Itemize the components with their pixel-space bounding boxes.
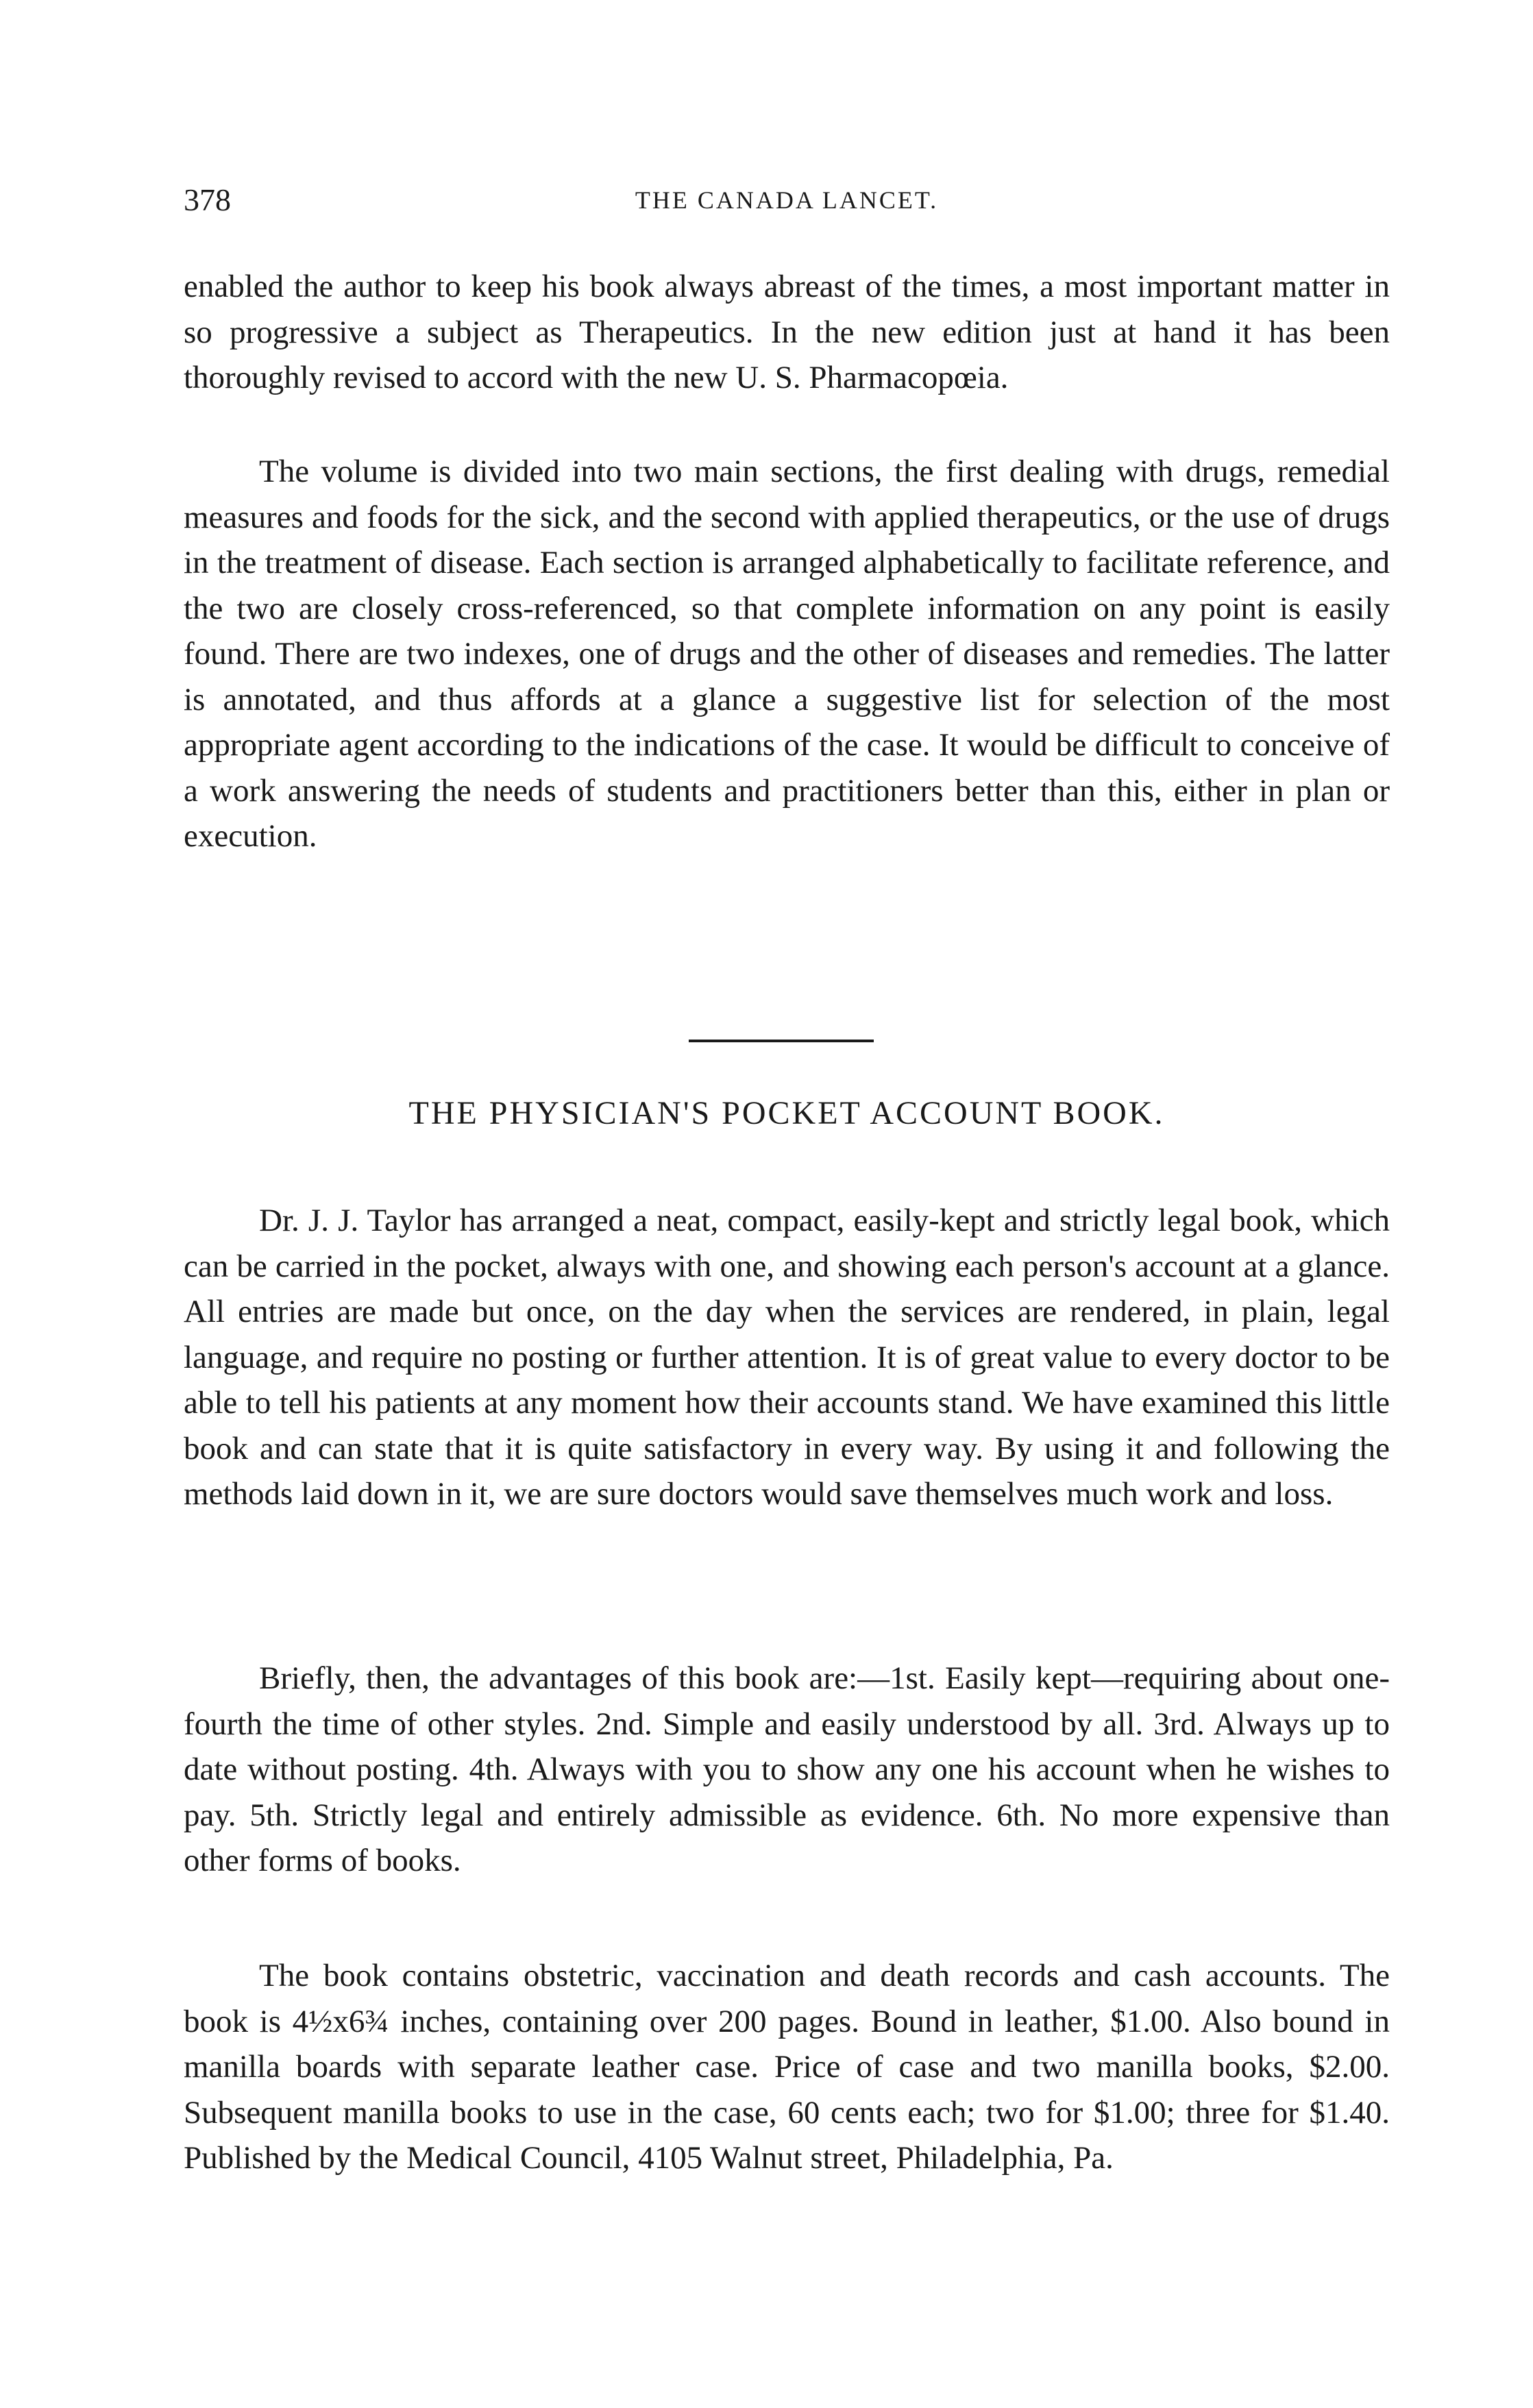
paragraph-text: The volume is divided into two main sections, the first dealing with drugs, remedial measures and foods for the sick, and the second with applied therapeutics, or the use of drugs in the treatment of disease. Each section is arranged alphabetically to facilitate reference, and the two are closely cross-referenced, so that complete information on any point is easily found. There are two indexes, one of drugs and the other of diseases and remedies. The latter is annotated, and thus affords at a glance a suggestive list for selection of the most appropriate agent according to the indications of the case. It would be difficult to conceive of a work answering the needs of students and practitioners better than this, either in plan or execution. [184,454,1390,854]
page-number: 378 [184,182,231,217]
review-continued-paragraph-2 [184,449,1390,859]
paragraph-text: Briefly, then, the advantages of this book are:—1st. Easily kept—requiring about one-fourth the time of other styles. 2nd. Simple and easily understood by all. 3rd. Always up to date without posting. 4th. Always with you to show any one his account when he wishes to pay. 5th. Strictly legal and entirely admissible as evidence. 6th. No more expensive than other forms of books. [184,1660,1390,1878]
article-paragraph-2 [184,1656,1390,1884]
article-paragraph-3 [184,1953,1390,2181]
paragraph-text: Dr. J. J. Taylor has arranged a neat, compact, easily-kept and strictly legal book, which can be carried in the pocket, always with one, and showing each person's account at a glance. All entries are made but once, on the day when the services are rendered, in plain, legal language, and require no posting or further attention. It is of great value to every doctor to be able to tell his patients at any moment how their accounts stand. We have examined this little book and can state that it is quite satisfactory in every way. By using it and following the methods laid down in it, we are sure doctors would save themselves much work and loss. [184,1203,1390,1512]
article-title: THE PHYSICIAN'S POCKET ACCOUNT BOOK. [408,1095,1165,1131]
paragraph-text: enabled the author to keep his book always abreast of the times, a most important matter in so progressive a subject as Therapeutics. In the new edition just at hand it has been thoroughly revised to accord with the new U. S. Pharmacopœia. [184,269,1390,395]
review-continued-paragraph-1 [184,264,1390,401]
section-divider [689,1040,874,1042]
running-title: THE CANADA LANCET. [635,186,939,214]
page-header [184,180,1390,221]
article-paragraph-1 [184,1198,1390,1517]
paragraph-text: The book contains obstetric, vaccination and death records and cash accounts. The book is 4½x6¾ inches, containing over 200 pages. Bound in leather, $1.00. Also bound in manilla boards with separate leather case. Price of case and two manilla books, $2.00. Subsequent manilla books to use in the case, 60 cents each; two for $1.00; three for $1.40. Published by the Medical Council, 4105 Walnut street, Philadelphia, Pa. [184,1958,1390,2176]
